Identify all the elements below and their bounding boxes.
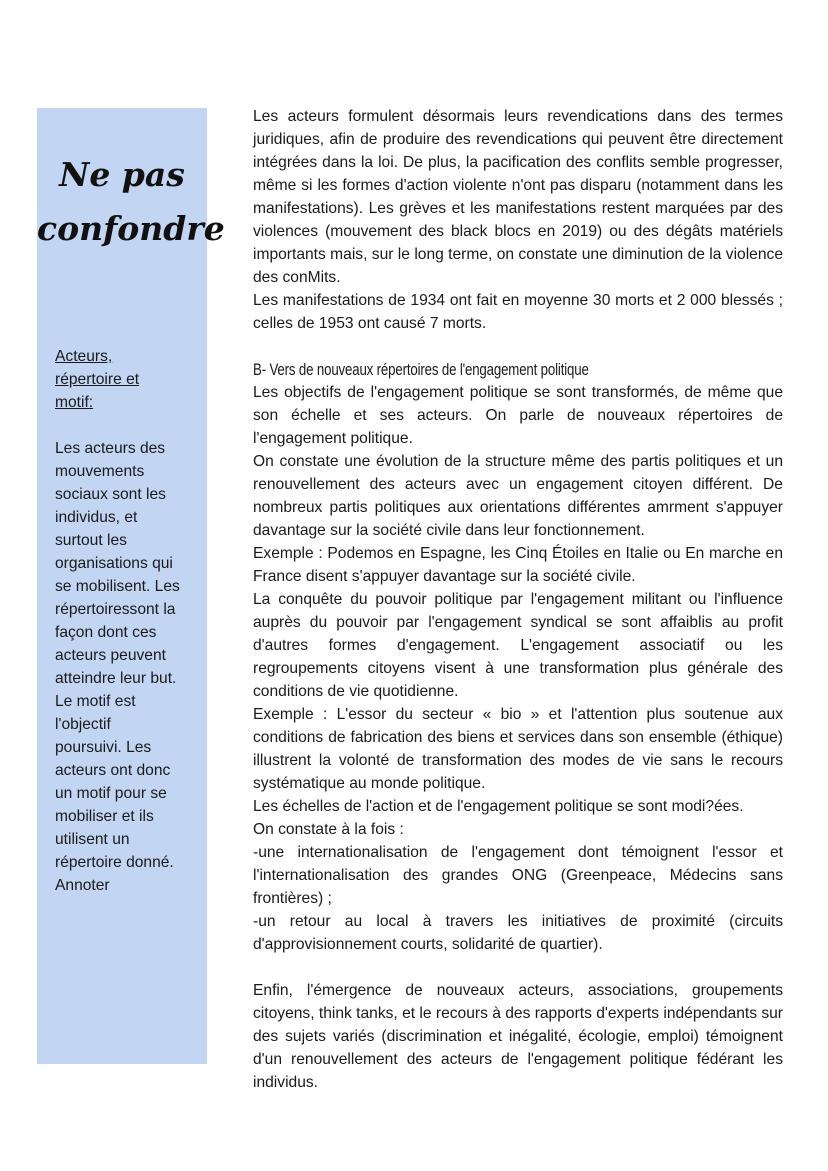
sidebar-text-line: Le motif est xyxy=(55,693,136,710)
paragraph: La conquête du pouvoir politique par l'engagement militant ou l'influence auprès du pouvoir par l'engagement syndical se sont affaiblis au profit d'autres formes d'engagement. L'engagement associatif ou les regroupements citoyens visent à une transformation plus générale des conditions de vie quotidienne. xyxy=(253,591,783,700)
sidebar-title-line: confondre xyxy=(37,209,225,248)
paragraph: Exemple : Podemos en Espagne, les Cinq Étoiles en Italie ou En marche en France disent s'appuyer davantage sur la société civile. xyxy=(253,545,783,585)
sidebar-text-line: répertoiressont la xyxy=(55,601,176,618)
sidebar-text-line: utilisent un xyxy=(55,831,130,848)
sidebar-body xyxy=(55,345,203,897)
paragraph: Exemple : L'essor du secteur « bio » et l'attention plus soutenue aux conditions de fabrication des biens et services dans son ensemble (éthique) illustrent la volonté de transformation des modes de vie sans le recours systématique au monde politique. xyxy=(253,706,783,792)
sidebar-text-line: organisations qui xyxy=(55,555,173,572)
sidebar-title-line: Ne pas xyxy=(59,155,185,194)
sidebar-heading xyxy=(55,345,203,414)
sidebar-text-line: l'objectif xyxy=(55,716,111,733)
sidebar-text-line: mobiliser et ils xyxy=(55,808,154,825)
paragraph: On constate une évolution de la structure même des partis politiques et un renouvellement des acteurs avec un engagement citoyen différent. De nombreux partis politiques aux orientations différentes amrment s'appuyer davantage sur la société civile dans leur fonctionnement. xyxy=(253,453,783,539)
paragraph: Enfin, l'émergence de nouveaux acteurs, associations, groupements citoyens, think tanks, et le recours à des rapports d'experts indépendants sur des sujets variés (discrimination et inégalité, écologie, emploi) témoignent d'un renouvellement des acteurs de l'engagement politique fédérant les individus. xyxy=(253,982,783,1091)
paragraph: -un retour au local à travers les initiatives de proximité (circuits d'approvisionnement courts, solidarité de quartier). xyxy=(253,913,783,953)
paragraph: Les manifestations de 1934 ont fait en moyenne 30 morts et 2 000 blessés ; celles de 1953 ont causé 7 morts. xyxy=(253,292,783,332)
sidebar-text-line: mouvements xyxy=(55,463,145,480)
spacer xyxy=(253,335,783,358)
sidebar-text-line: poursuivi. Les xyxy=(55,739,152,756)
sidebar-text xyxy=(55,437,203,897)
main-text xyxy=(253,105,783,1094)
section-heading: B- Vers de nouveaux répertoires de l'engagement politique xyxy=(253,360,589,379)
sidebar-heading-line: répertoire et xyxy=(55,371,140,388)
paragraph: Les objectifs de l'engagement politique se sont transformés, de même que son échelle et ses acteurs. On parle de nouveaux répertoires de l'engagement politique. xyxy=(253,384,783,447)
paragraph: -une internationalisation de l'engagement dont témoignent l'essor et l'internationalisation des grandes ONG (Greenpeace, Médecins sans frontières) ; xyxy=(253,844,783,907)
sidebar-text-line: se mobilisent. Les xyxy=(55,578,180,595)
sidebar-text-line: Annoter xyxy=(55,877,110,894)
sidebar-heading-line: motif: xyxy=(55,394,94,411)
sidebar-text-line: surtout les xyxy=(55,532,127,549)
paragraph: On constate à la fois : xyxy=(253,821,404,838)
spacer xyxy=(253,956,783,979)
sidebar-heading-line: Acteurs, xyxy=(55,348,113,365)
sidebar-text-line: acteurs peuvent xyxy=(55,647,166,664)
sidebar-text-line: un motif pour se xyxy=(55,785,167,802)
sidebar-text-line: répertoire donné. xyxy=(55,854,174,871)
paragraph: Les échelles de l'action et de l'engagement politique se sont modi?ées. xyxy=(253,798,744,815)
sidebar-title xyxy=(37,148,225,256)
paragraph: Les acteurs formulent désormais leurs revendications dans des termes juridiques, afin de produire des revendications qui peuvent être directement intégrées dans la loi. De plus, la pacification des conflits semble progresser, même si les formes d'action violente n'ont pas disparu (notamment dans les manifestations). Les grèves et les manifestations restent marquées par des violences (mouvement des black blocs en 2019) ou des dégâts matériels importants mais, sur le long terme, on constate une diminution de la violence des conMits. xyxy=(253,108,783,286)
sidebar-text-line: acteurs ont donc xyxy=(55,762,171,779)
sidebar-text-line: individus, et xyxy=(55,509,138,526)
sidebar-text-line: atteindre leur but. xyxy=(55,670,177,687)
sidebar-text-line: façon dont ces xyxy=(55,624,157,641)
sidebar-box xyxy=(37,108,225,1064)
sidebar-text-line: Les acteurs des xyxy=(55,440,166,457)
sidebar-text-line: sociaux sont les xyxy=(55,486,166,503)
